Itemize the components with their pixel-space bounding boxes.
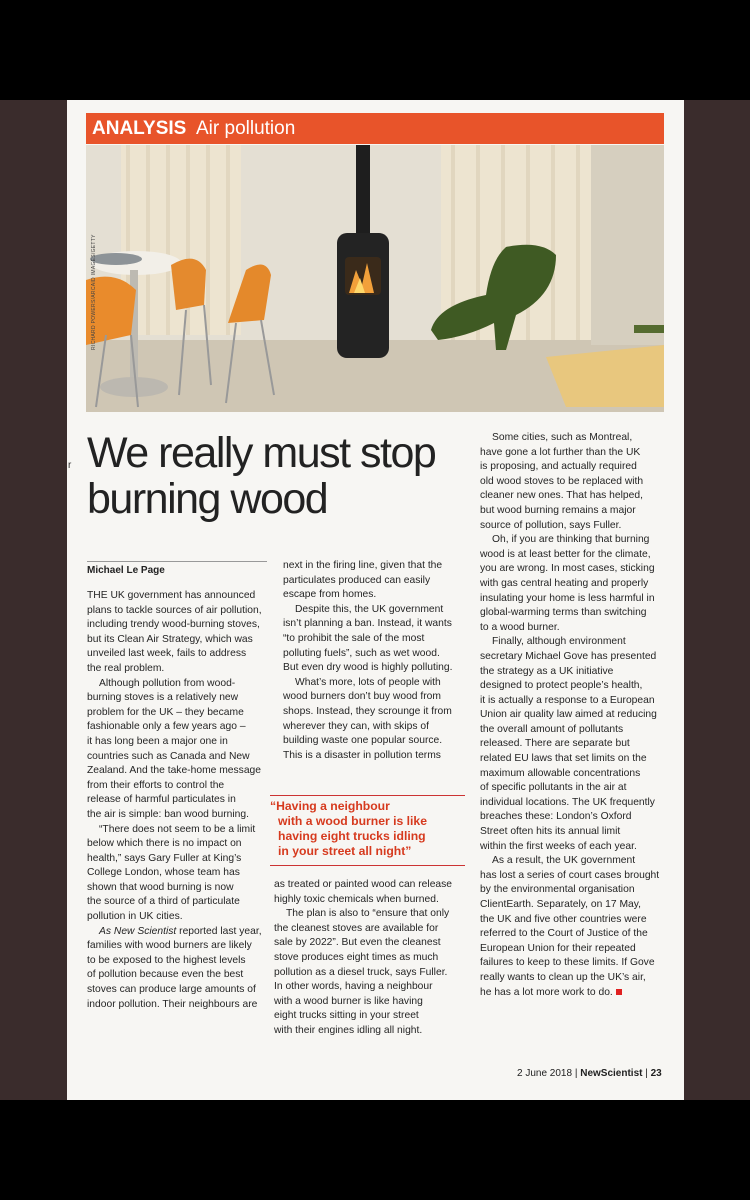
headline-line1: We really must stop xyxy=(87,429,436,477)
pull-quote-rule-top xyxy=(270,795,465,796)
italic-publication: As New Scientist xyxy=(99,925,177,937)
column-2-top xyxy=(283,559,468,763)
text-line: of pollution because even the best xyxy=(87,969,244,981)
folio-page-number: 23 xyxy=(650,1068,662,1079)
text-line: release of harmful particulates in xyxy=(87,794,236,806)
text-line: the UK and five other countries were xyxy=(480,913,647,925)
text-line: including trendy wood-burning stoves, xyxy=(87,619,260,631)
text-line: with a wood burner is like having xyxy=(274,995,423,1007)
text-line: Oh, if you are thinking that burning xyxy=(492,534,650,546)
text-line: building waste one popular source. xyxy=(283,735,443,747)
text-line xyxy=(480,986,675,1001)
text-line: designed to protect people’s health, xyxy=(480,680,643,692)
text-line: the overall amount of pollutants xyxy=(480,723,624,735)
text-line: pollution in UK cities. xyxy=(87,911,183,923)
text-line: stove produces eight times as much xyxy=(274,951,439,963)
column-2-bottom xyxy=(274,878,466,1039)
text-line: particulates produced can easily xyxy=(283,574,431,586)
text-line: families with wood burners are likely xyxy=(87,940,252,952)
headline xyxy=(87,430,467,522)
text-line: indoor pollution. Their neighbours are xyxy=(87,998,258,1010)
text-line: Some cities, such as Montreal, xyxy=(492,432,633,443)
text-line: fashionable only a few years ago – xyxy=(87,721,246,733)
text-line: problem for the UK – they became xyxy=(87,706,244,718)
text-fragment: reported last year, xyxy=(179,925,262,937)
text-line: to a wood burner. xyxy=(480,621,560,633)
text-line: Despite this, the UK government xyxy=(295,603,444,615)
text-line: burning stoves is a relatively new xyxy=(87,692,239,704)
text-line: as treated or painted wood can release xyxy=(274,879,453,890)
text-line: pollution as a diesel truck, says Fuller. xyxy=(274,966,448,978)
text-line: isn’t planning a ban. Instead, it wants xyxy=(283,618,452,630)
text-line: insulating your home is less harmful in xyxy=(480,592,655,604)
text-line: secretary Michael Gove has presented xyxy=(480,650,657,662)
text-line: The plan is also to “ensure that only xyxy=(286,908,450,920)
text-line xyxy=(87,925,267,940)
text-line: College London, whose team has xyxy=(87,867,240,879)
text-line: the strategy as a UK initiative xyxy=(480,665,614,677)
text-line: it has long been a major one in xyxy=(87,735,228,747)
text-line: polluting fuels”, such as wet wood. xyxy=(283,647,440,659)
section-label: ANALYSIS xyxy=(92,118,187,139)
article-photo xyxy=(86,145,664,412)
text-line: individual locations. The UK frequently xyxy=(480,796,655,808)
wood-stove-room-illustration xyxy=(86,145,664,412)
section-banner xyxy=(86,113,664,144)
text-fragment: he has a lot more work to do. xyxy=(480,986,613,998)
pull-quote-line: “Having a neighbour xyxy=(270,799,390,813)
pull-quote-line: with a wood burner is like xyxy=(278,814,427,828)
text-line: related EU laws that set limits on the xyxy=(480,753,647,765)
text-line: with gas central heating and properly xyxy=(480,577,649,589)
magazine-page xyxy=(67,100,684,1100)
text-line: plans to tackle sources of air pollution, xyxy=(87,604,262,616)
folio-publication: NewScientist xyxy=(580,1068,643,1079)
column-3 xyxy=(480,431,675,1000)
text-line: the cleanest stoves are available for xyxy=(274,922,439,934)
text-line: wood is at least better for the climate, xyxy=(480,548,651,560)
text-line: source of pollution, says Fuller. xyxy=(480,519,622,531)
text-line: unveiled last week, fails to address xyxy=(87,648,247,660)
byline-rule xyxy=(87,561,267,562)
text-line: next in the firing line, given that the xyxy=(283,560,443,571)
photo-credit: RICHARD POWERS/ARCAID IMAGES/GETTY xyxy=(91,234,97,350)
text-line: released. There are separate but xyxy=(480,738,630,750)
text-line: As a result, the UK government xyxy=(492,855,636,867)
text-line: with their engines idling all night. xyxy=(274,1024,423,1036)
pull-quote-line: having eight trucks idling xyxy=(278,829,426,843)
column-1 xyxy=(87,589,267,1012)
text-line: of specific pollutants in the air at xyxy=(480,782,627,794)
text-line: This is a disaster in pollution terms xyxy=(283,749,441,761)
text-line: old wood stoves to be replaced with xyxy=(480,475,644,487)
text-line: Union air quality law aimed at reducing xyxy=(480,709,657,721)
text-line: What’s more, lots of people with xyxy=(295,676,441,688)
text-line: eight trucks sitting in your street xyxy=(274,1010,419,1022)
text-line: stoves can produce large amounts of xyxy=(87,984,256,996)
text-line: shown that wood burning is now xyxy=(87,881,234,893)
text-line: failures to keep to these limits. If Gove xyxy=(480,957,655,969)
text-line: has lost a series of court cases brought xyxy=(480,869,660,881)
text-line: European Union for their repeated xyxy=(480,942,636,954)
text-line: below which there is no impact on xyxy=(87,838,242,850)
text-line: Finally, although environment xyxy=(492,636,626,648)
text-line: Zealand. And the take-home message xyxy=(87,765,262,777)
text-line: but its Clean Air Strategy, which was xyxy=(87,633,253,645)
text-line: referred to the Court of Justice of the xyxy=(480,928,648,940)
text-line: In other words, having a neighbour xyxy=(274,981,433,993)
text-line: Street often hits its annual limit xyxy=(480,826,621,838)
text-line: you are wrong. In most cases, sticking xyxy=(480,563,655,575)
pull-quote-rule-bottom xyxy=(270,865,465,866)
text-line: Although pollution from wood- xyxy=(99,677,236,689)
text-line: by the environmental organisation xyxy=(480,884,635,896)
text-line: maximum allowable concentrations xyxy=(480,767,641,779)
text-line: have gone a lot further than the UK xyxy=(480,446,641,458)
viewer-margin-left xyxy=(0,100,67,1100)
text-line: within the first weeks of each year. xyxy=(480,840,637,852)
text-line: global-warming terms than switching xyxy=(480,607,647,619)
text-line: really wants to clean up the UK’s air, xyxy=(480,971,646,983)
viewer-margin-right xyxy=(684,100,750,1100)
text-line: the source of a third of particulate xyxy=(87,896,240,908)
folio-date: 2 June 2018 xyxy=(517,1068,573,1079)
text-line: it is actually a response to a European xyxy=(480,694,655,706)
text-line: wood burners don’t buy wood from xyxy=(283,691,441,703)
text-line: “to prohibit the sale of the most xyxy=(283,632,425,644)
text-line: But even dry wood is highly polluting. xyxy=(283,662,453,674)
text-line: breaches these: London’s Oxford xyxy=(480,811,632,823)
text-line: to be exposed to the highest levels xyxy=(87,954,246,966)
section-topic: Air pollution xyxy=(196,118,296,139)
text-line: “There does not seem to be a limit xyxy=(99,823,256,835)
text-line: from their efforts to control the xyxy=(87,779,225,791)
end-of-article-mark xyxy=(616,989,622,995)
text-line: the real problem. xyxy=(87,662,165,674)
text-line: THE UK government has announced xyxy=(87,590,256,601)
page-folio: 2 June 2018 | NewScientist | 23 xyxy=(517,1068,662,1079)
text-line: wherever they can, with skips of xyxy=(283,720,429,732)
text-line: the air is simple: ban wood burning. xyxy=(87,808,249,820)
text-line: ClientEarth. Separately, on 17 May, xyxy=(480,899,642,910)
text-line: cleaner new ones. That has helped, xyxy=(480,490,643,502)
text-line: escape from homes. xyxy=(283,589,377,601)
text-line: sale by 2022”. But even the cleanest xyxy=(274,937,441,949)
byline: Michael Le Page xyxy=(87,565,165,576)
stray-mark: r xyxy=(68,460,72,471)
pull-quote xyxy=(270,795,465,866)
headline-line2: burning wood xyxy=(87,475,328,523)
text-line: is proposing, and actually required xyxy=(480,461,637,473)
text-line: health,” says Gary Fuller at King’s xyxy=(87,852,242,864)
pull-quote-line: in your street all night” xyxy=(278,844,412,858)
text-line: countries such as Canada and New xyxy=(87,750,250,762)
text-line: shops. Instead, they scrounge it from xyxy=(283,705,452,717)
text-line: but wood burning remains a major xyxy=(480,504,636,516)
text-line: highly toxic chemicals when burned. xyxy=(274,893,439,905)
